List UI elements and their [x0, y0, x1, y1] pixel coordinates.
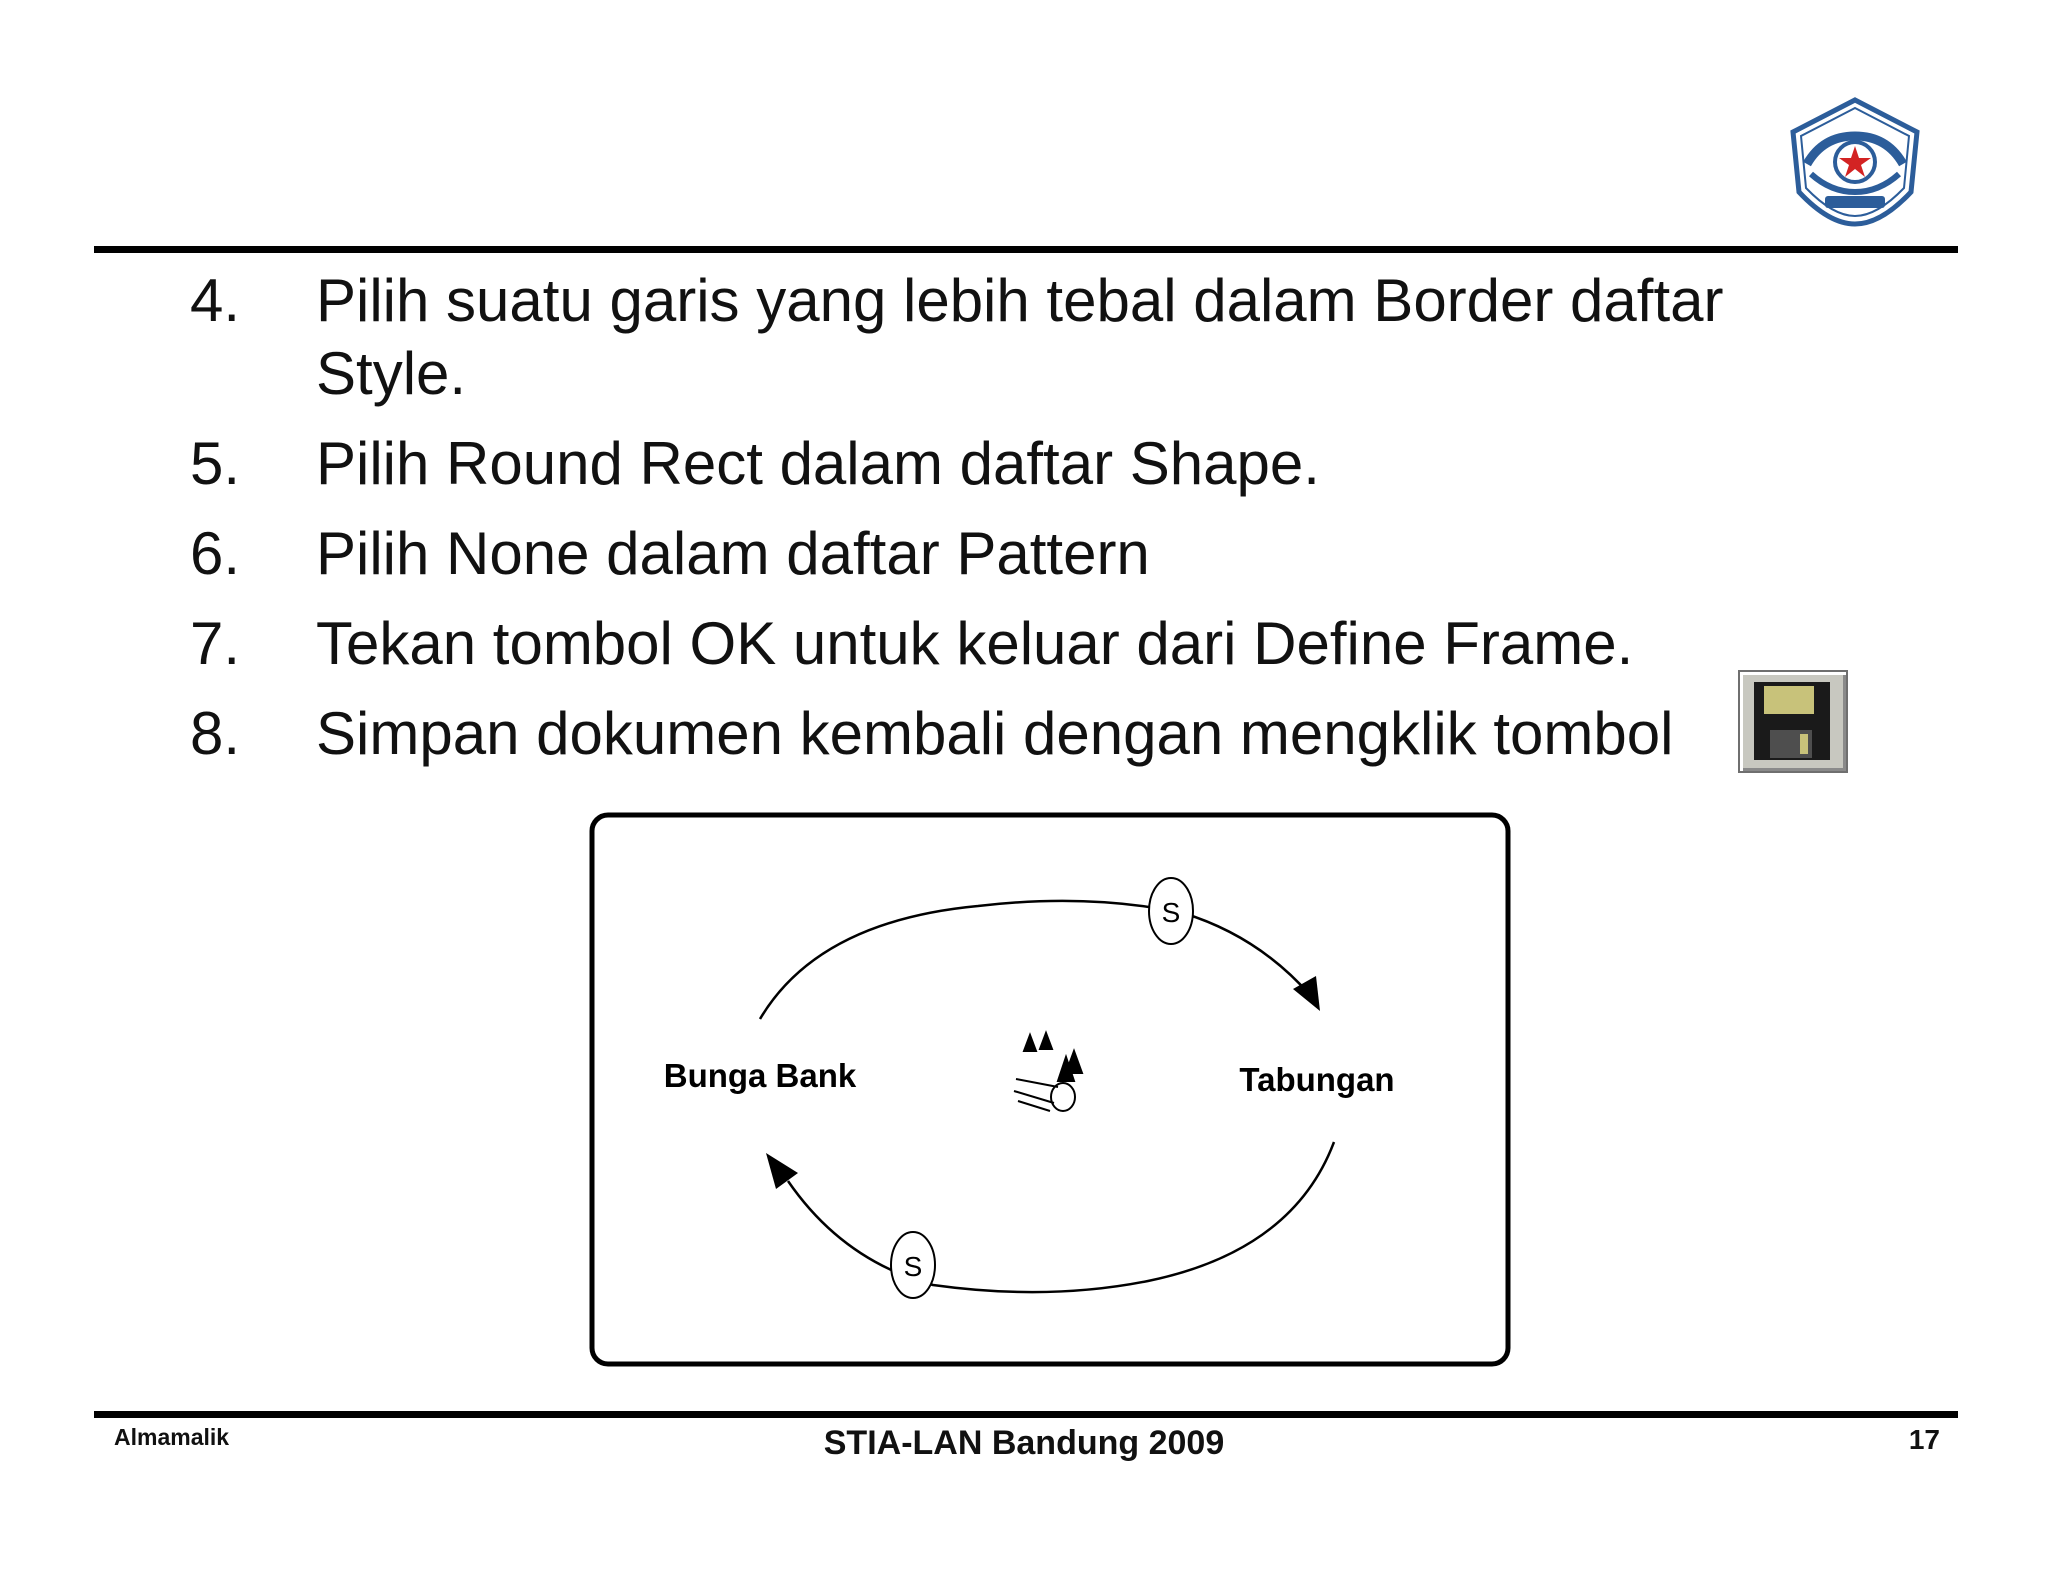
footer-rule — [94, 1411, 1958, 1418]
top-polarity-label: S — [1161, 897, 1181, 928]
footer-author: Almamalik — [114, 1424, 230, 1450]
item-text: Pilih None dalam daftar Pattern — [316, 520, 1150, 587]
save-button[interactable] — [1738, 670, 1848, 773]
list-item — [190, 264, 1850, 410]
header-rule — [94, 246, 1958, 253]
item-text: Tekan tombol OK untuk keluar dari Define Frame. — [316, 610, 1634, 677]
item-text: Pilih Round Rect dalam daftar Shape. — [316, 430, 1320, 497]
item-text: Pilih suatu garis yang lebih tebal dalam Border daftar Style. — [316, 267, 1724, 407]
list-item — [190, 607, 1850, 680]
stia-lan-logo — [1785, 96, 1925, 228]
list-item — [190, 427, 1850, 500]
polarity-marker-top — [1149, 878, 1193, 944]
instruction-list — [190, 264, 1850, 787]
list-item — [190, 517, 1850, 590]
list-item — [190, 697, 1850, 770]
item-number: 8. — [190, 700, 241, 767]
footer-title: STIA-LAN Bandung 2009 — [823, 1424, 1225, 1462]
bunga-bank-label: Bunga Bank — [663, 1057, 857, 1094]
item-text: Simpan dokumen kembali dengan mengklik tombol — [316, 700, 1674, 767]
tabungan-label: Tabungan — [1239, 1061, 1395, 1098]
floppy-disk-icon — [1740, 672, 1846, 771]
item-number: 5. — [190, 430, 241, 497]
bottom-polarity-label: S — [903, 1251, 923, 1282]
item-number: 7. — [190, 610, 241, 677]
polarity-marker-bottom — [891, 1232, 935, 1298]
item-number: 6. — [190, 520, 241, 587]
item-number: 4. — [190, 267, 241, 334]
page-number: 17 — [1908, 1424, 1940, 1455]
causal-loop-diagram — [588, 811, 1512, 1368]
